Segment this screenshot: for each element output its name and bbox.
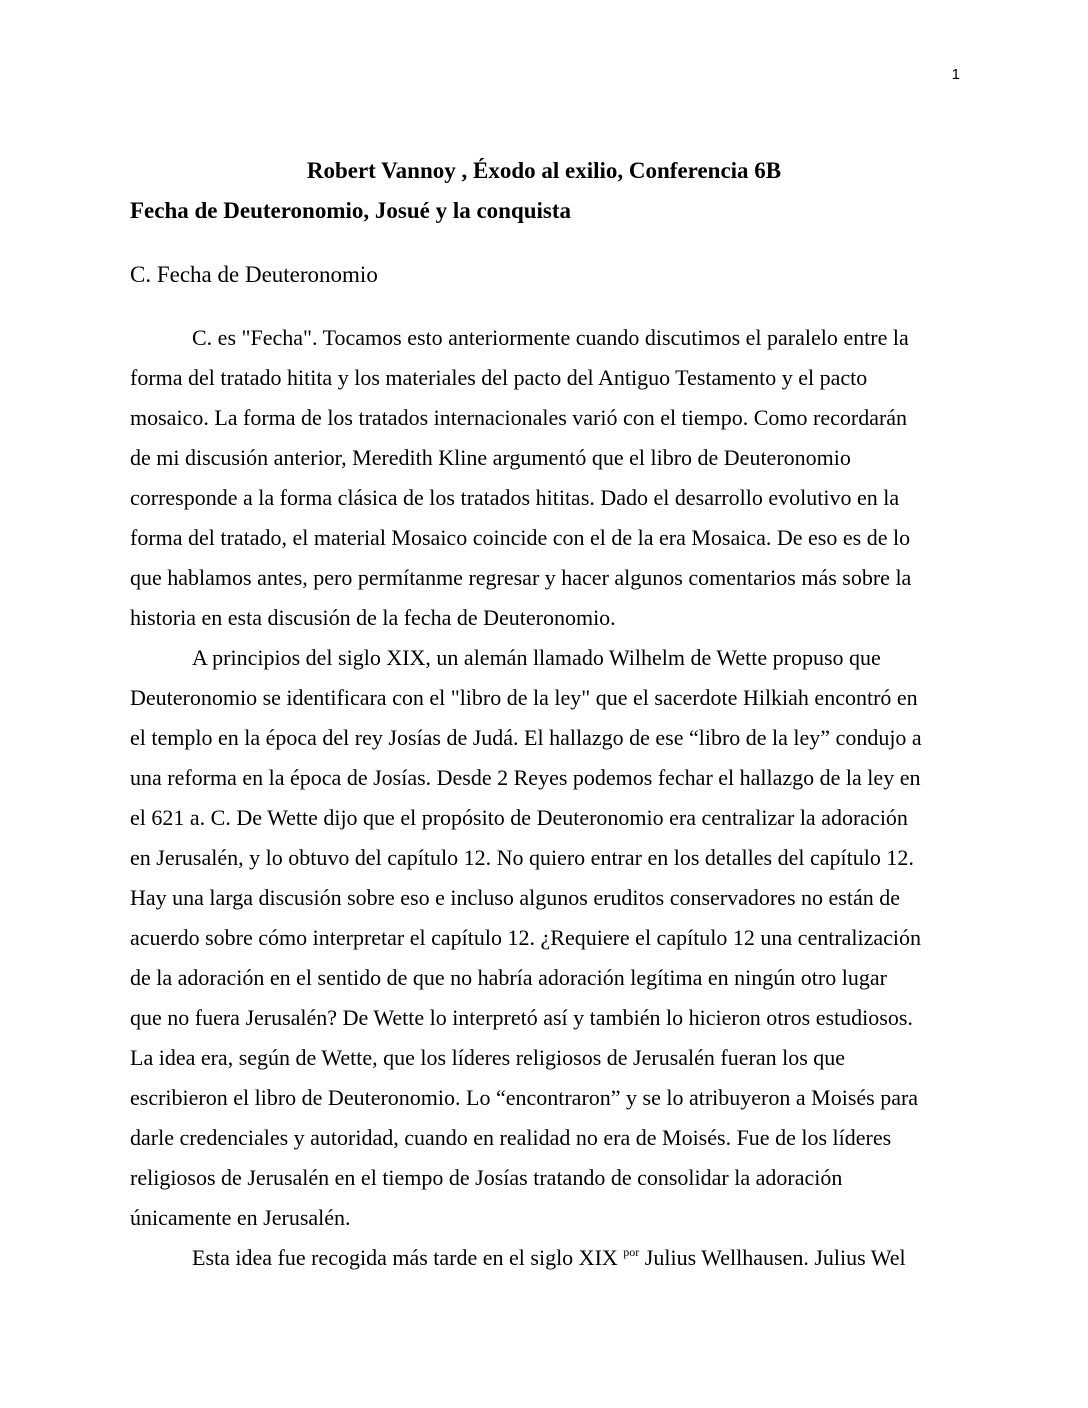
- document-title: Robert Vannoy , Éxodo al exilio, Conferencia 6B: [306, 158, 782, 183]
- text-line: [130, 1238, 970, 1278]
- text-line: escribieron el libro de Deuteronomio. Lo “encontraron” y se lo atribuyeron a Moisés para: [130, 1085, 919, 1110]
- text-run: Esta idea fue recogida más tarde en el siglo XIX: [192, 1245, 624, 1270]
- paragraph-1: [130, 318, 970, 638]
- page-number: 1: [951, 66, 960, 83]
- superscript-text: por: [623, 1245, 640, 1259]
- text-line: que hablamos antes, pero permítanme regresar y hacer algunos comentarios más sobre la: [130, 565, 912, 590]
- text-line: forma del tratado hitita y los materiales del pacto del Antiguo Testamento y el pacto: [130, 365, 868, 390]
- text-line: que no fuera Jerusalén? De Wette lo interpretó así y también lo hicieron otros estudiosos.: [130, 1005, 913, 1030]
- text-line: C. es "Fecha". Tocamos esto anteriormente cuando discutimos el paralelo entre la: [192, 325, 909, 350]
- text-line: darle credenciales y autoridad, cuando en realidad no era de Moisés. Fue de los líderes: [130, 1125, 892, 1150]
- text-line: acuerdo sobre cómo interpretar el capítulo 12. ¿Requiere el capítulo 12 una centralización: [130, 925, 922, 950]
- paragraph-3: [130, 1238, 970, 1278]
- text-line: el 621 a. C. De Wette dijo que el propósito de Deuteronomio era centralizar la adoración: [130, 805, 908, 830]
- document-subtitle: Fecha de Deuteronomio, Josué y la conquista: [130, 198, 572, 223]
- text-line: de mi discusión anterior, Meredith Kline argumentó que el libro de Deuteronomio: [130, 445, 851, 470]
- text-line: Deuteronomio se identificara con el "libro de la ley" que el sacerdote Hilkiah encontró en: [130, 685, 918, 710]
- text-line: mosaico. La forma de los tratados internacionales varió con el tiempo. Como recordarán: [130, 405, 908, 430]
- text-line: A principios del siglo XIX, un alemán llamado Wilhelm de Wette propuso que: [192, 645, 881, 670]
- text-line: religiosos de Jerusalén en el tiempo de Josías tratando de consolidar la adoración: [130, 1165, 843, 1190]
- text-line: una reforma en la época de Josías. Desde 2 Reyes podemos fechar el hallazgo de la ley en: [130, 765, 921, 790]
- text-line: forma del tratado, el material Mosaico coincide con el de la era Mosaica. De eso es de lo: [130, 525, 911, 550]
- paragraph-2: [130, 638, 970, 1238]
- text-line: Hay una larga discusión sobre eso e incluso algunos eruditos conservadores no están de: [130, 885, 901, 910]
- text-line: en Jerusalén, y lo obtuvo del capítulo 12. No quiero entrar en los detalles del capítulo 12.: [130, 845, 914, 870]
- document-body: [130, 318, 970, 1278]
- section-heading: C. Fecha de Deuteronomio: [130, 262, 378, 287]
- text-line: únicamente en Jerusalén.: [130, 1205, 351, 1230]
- text-line: corresponde a la forma clásica de los tratados hititas. Dado el desarrollo evolutivo en la: [130, 485, 900, 510]
- text-line: el templo en la época del rey Josías de Judá. El hallazgo de ese “libro de la ley” condujo a: [130, 725, 922, 750]
- text-line: La idea era, según de Wette, que los líderes religiosos de Jerusalén fueran los que: [130, 1045, 846, 1070]
- text-line: de la adoración en el sentido de que no habría adoración legítima en ningún otro lugar: [130, 965, 887, 990]
- text-run: Julius Wellhausen. Julius Wel: [639, 1245, 906, 1270]
- text-line: historia en esta discusión de la fecha de Deuteronomio.: [130, 605, 616, 630]
